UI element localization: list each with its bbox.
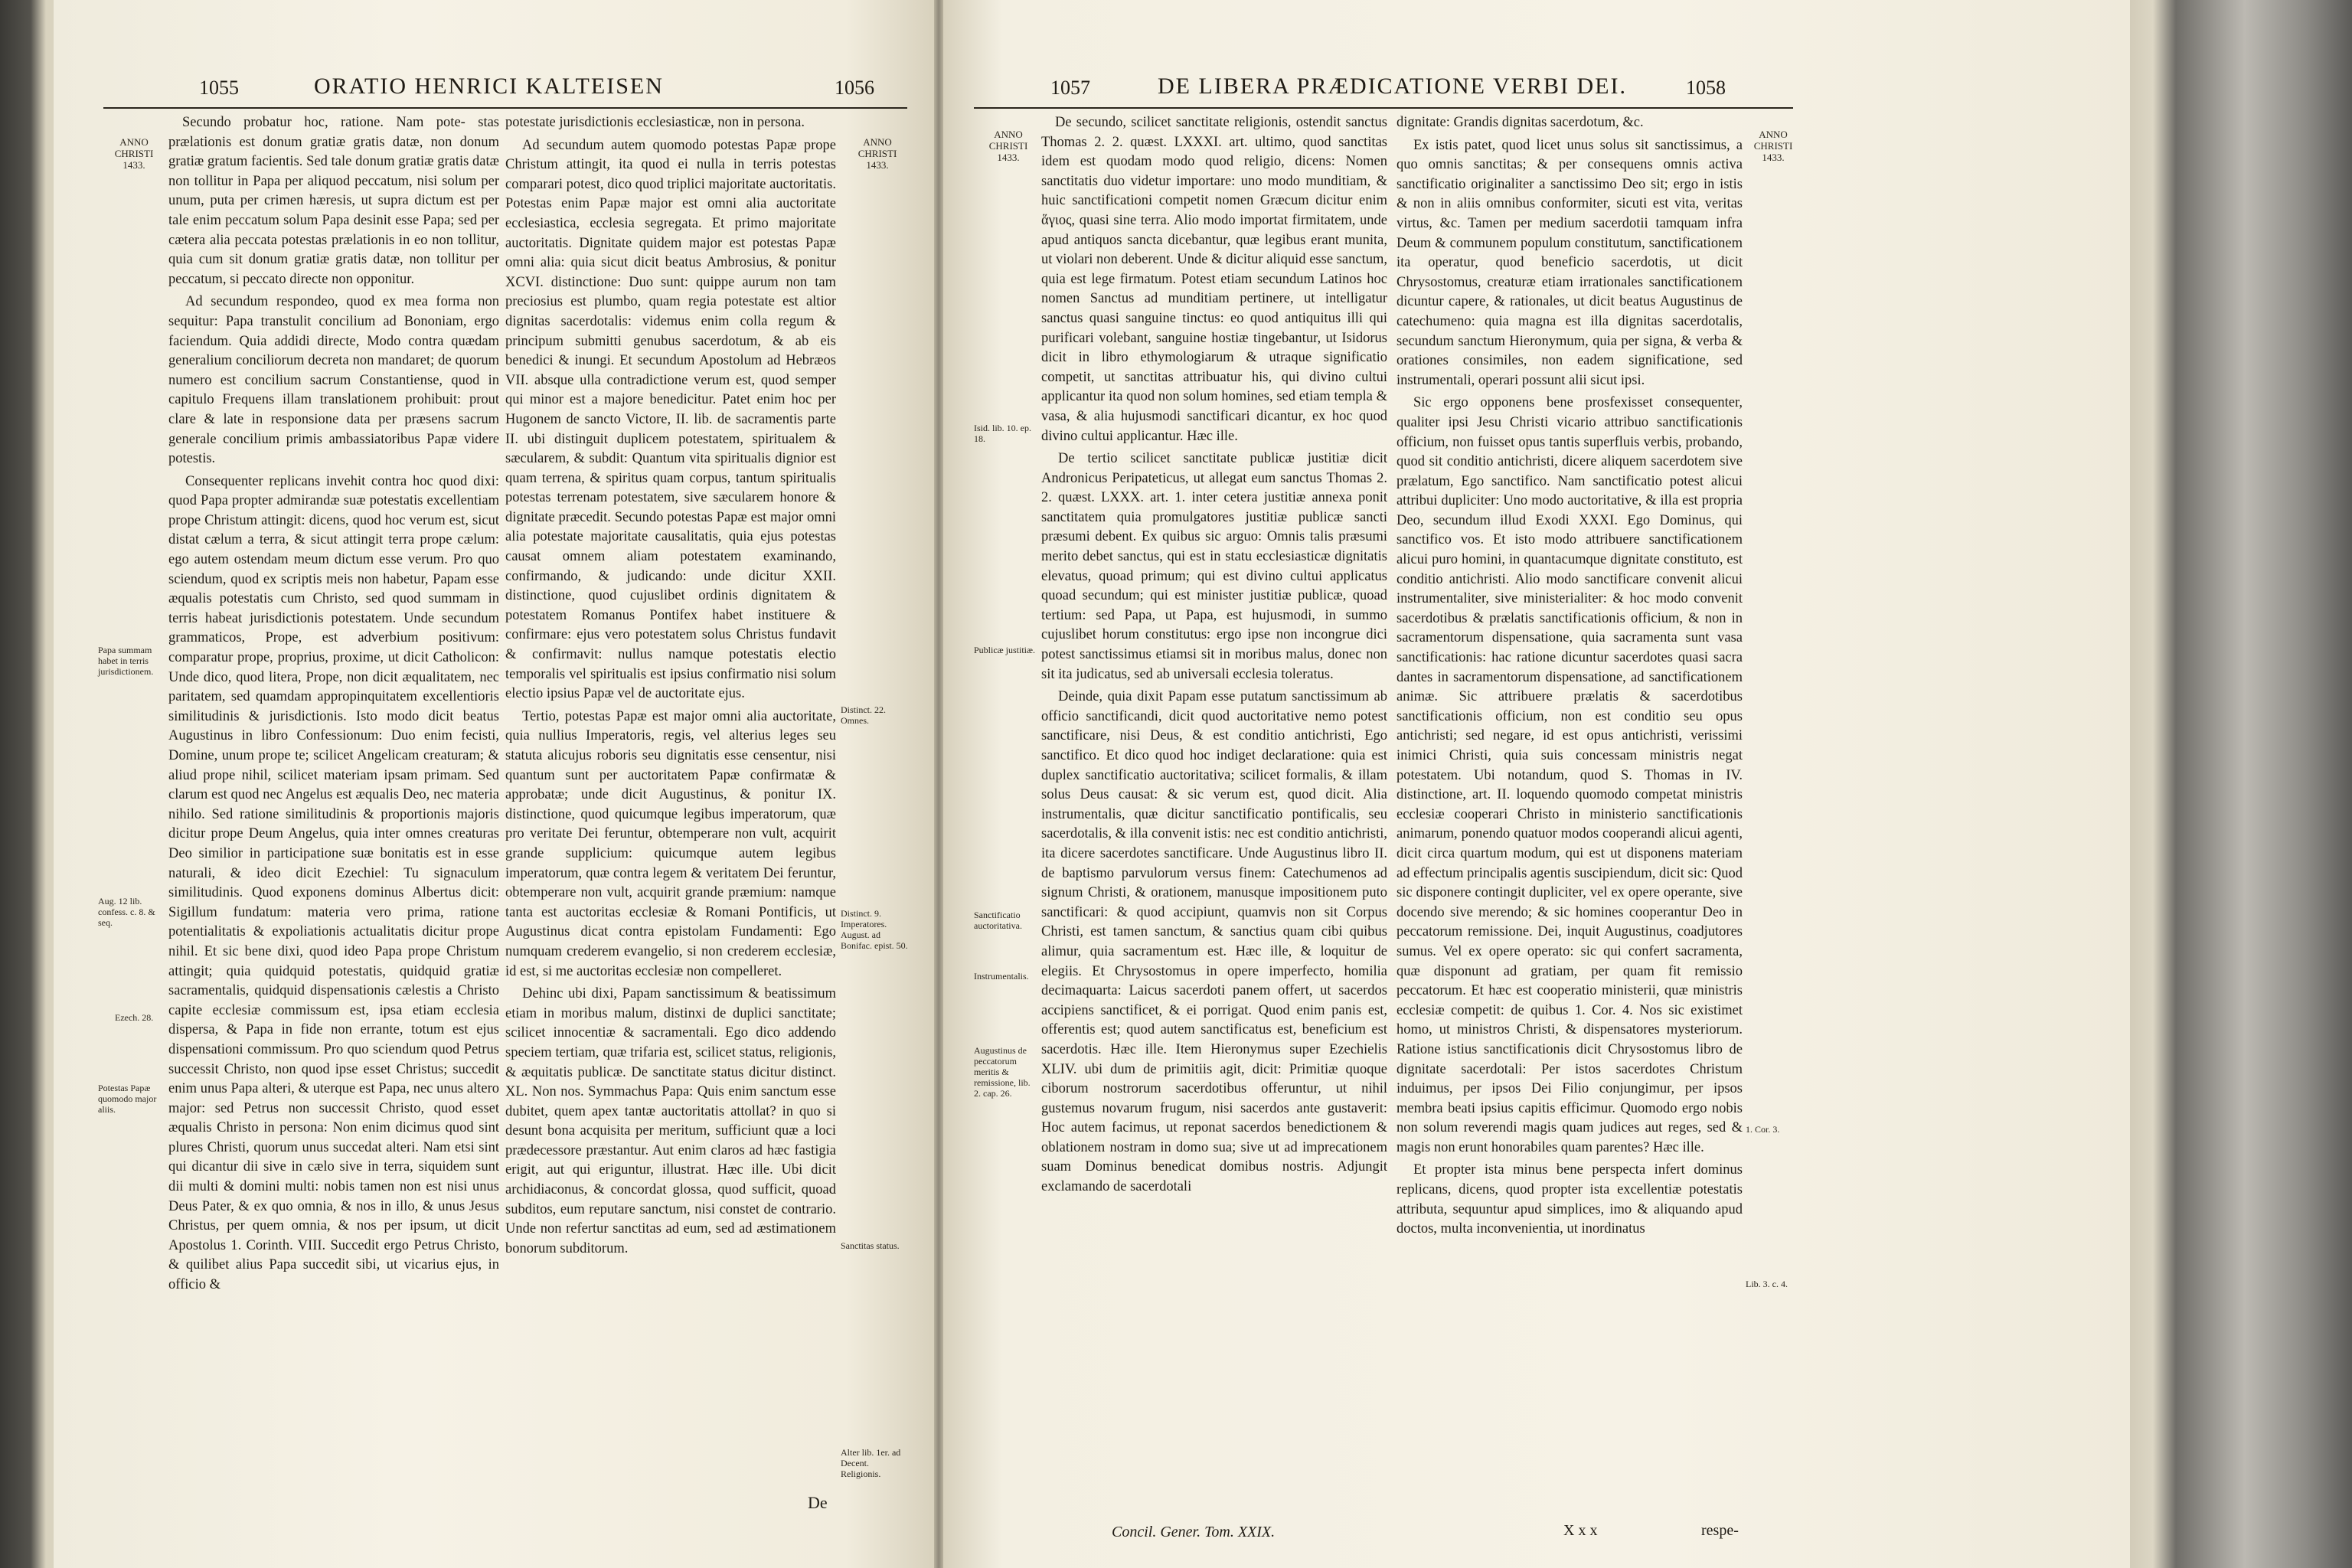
left-page-column-1 — [168, 113, 499, 1491]
year-note-year: 1433. — [866, 159, 889, 171]
margin-note-ezech: Ezech. 28. — [115, 1012, 154, 1023]
header-rule-right — [974, 107, 1793, 109]
margin-note-cor: 1. Cor. 3. — [1746, 1124, 1780, 1135]
page-number-1057: 1057 — [1050, 77, 1090, 99]
running-title-right: DE LIBERA PRÆDICATIONE VERBI DEI. — [1158, 74, 1627, 99]
year-note-year: 1433. — [997, 152, 1020, 163]
year-note-left — [107, 136, 161, 171]
left-page-column-2 — [505, 113, 836, 1491]
paragraph: Et propter ista minus bene perspecta infert dominus replicans, dicens, quod propter ista excellentiæ potestatis attributa, sequuntur apud simplices, imo & aliquando apud doctos, multa inconvenientia, ut inordinatus — [1396, 1162, 1743, 1237]
year-note-right-col2 — [1746, 129, 1801, 163]
year-note-year: 1433. — [122, 159, 145, 171]
page-number-1056: 1056 — [835, 77, 874, 99]
paragraph: Tertio, potestas Papæ est major omni alia auctoritate, quia nullius Imperatoris, regis, vel alterius leges seu statuta alicujus roboris seu dignitatis esse censentur, nisi quantum sunt per auctoritatem Papæ confirmatæ & approbatæ; unde dicit Augustinus, & ponitur IX. distinctione, quod quicumque legibus imperatorum, quæ pro veritate Dei feruntur, obtemperare non vult, acquirit grande supplicium: quicumque autem legibus imperatorum, quæ contra legem & veritatem Dei feruntur, obtemperare non vult, acquirit grande præmium: namque tanta est auctoritas ecclesiæ & Romani Pontificis, ut Augustinus dicat contra epistolam Fundamenti: Ego numquam crederem evangelio, si non crederem ecclesiæ, id est, si me auctoritas ecclesiæ non compelleret. — [505, 708, 836, 979]
year-note-label: ANNO CHRISTI — [988, 129, 1028, 152]
year-note-label: ANNO CHRISTI — [114, 136, 154, 159]
page-number-1058: 1058 — [1686, 77, 1726, 99]
paragraph: Ad secundum respondeo, quod ex mea forma non sequitur: Papa transtulit concilium ad Bononiam, ergo faciendum. Quia addidi directe, Modo contra quædam generalium conciliorum decreta non mandaret; de quorum numero est concilium sacrum Constantiense, quod in capitulo Frequens illam translationem prohibuit: prout clare & late in responsione data per præsens sacrum generale concilium primis ambassiatoribus Papæ videre potestis. — [168, 294, 499, 467]
catchword-left: De — [808, 1493, 828, 1512]
margin-note-potestas-papae: Potestas Papæ quomodo major aliis. — [98, 1083, 157, 1115]
year-note-year: 1433. — [1762, 152, 1785, 163]
margin-note-isid: Isid. lib. 10. ep. 18. — [974, 423, 1031, 444]
margin-note-publicae: Publicæ justitiæ. — [974, 645, 1036, 655]
header-rule-left — [103, 107, 907, 109]
margin-note-augustinus: Augustinus de peccatorum meritis & remissione, lib. 2. cap. 26. — [974, 1045, 1031, 1099]
margin-note-papa-summam: Papa summam habet in terris jurisdictionem. — [98, 645, 154, 677]
left-page — [54, 0, 934, 1568]
paragraph: Secundo probatur hoc, ratione. Nam pote- stas prælationis est donum gratiæ gratis datæ, non donum gratiæ gratum facientis. Sed tale donum gratiæ gratis datæ non tollitur in Papa per aliquod peccatum, nisi solum per unum, puta per crimen hæresis, ut supra dictum est per tale enim peccatum solum Papa desinit esse Papa; sed per cætera alia peccata potestas prælationis in eo non tollitur, quia cum sit donum gratiæ gratis datæ, non tollitur per peccatum, si peccato directe non opponitur. — [168, 115, 499, 287]
margin-note-dist-omnes: Distinct. 22. Omnes. — [841, 704, 886, 726]
signature-mark: X x x — [1563, 1522, 1598, 1539]
book-gutter — [934, 0, 943, 1568]
paragraph: Deinde, quia dixit Papam esse putatum sanctissimum ab officio sanctificandi, dicit quod auctoritative nemo potest sanctificare, nisi Deus, & est conditio antichristi, Ego sanctifico. Et dico quod hoc indiget declaratione: quia est duplex sanctificatio auctoritativa; scilicet formalis, & illam solus Deus causat: & sic verum est, quod dicit. Alia instrumentalis, quæ dicitur sanctificatio pontificalis, seu sacerdotalis, & illa convenit istis: nec est conditio antichristi, ita dicere sacerdotes sanctificare. Unde Augustinus libro II. de baptismo parvulorum versus finem: Catechumenos ad signum Christi, & orationem, manusque impositionem puto sanctificari: & quod accipiunt, quamvis non sit Corpus Christi, est tamen sanctum, & sanctius quam cibi quibus alimur, quia sacramentum est. Hæc ille, & loquitur de elegiis. Et Chrysostomus in opere imperfecto, homilia decimaquarta: Laicus sacerdoti panem offert, ut sacerdos accipiens sanctificet, & ei porrigat. Quod enim panis est, offerentis est; quod autem sanctificatus est, beneficium est sacerdotis. Hæc ille. Item Hieronymus super Ezechielis XLIV. ubi dum de primitiis agit, dicit: Primitiæ quoque ciborum nostrorum sacerdotibus offeruntur, ut nihil gustemus novarum frugum, nisi sacerdos ante gustaverit: Hoc autem facimus, ut reponat sacerdos benedictionem & oblationem nostram in domo sua; sive ut ad imprecationem suam Dominus benedicat domibus nostris. Adjungit exclamando de sacerdotali — [1041, 689, 1387, 1195]
running-title-left: ORATIO HENRICI KALTEISEN — [314, 74, 664, 99]
margin-note-instrumentalis: Instrumentalis. — [974, 971, 1029, 982]
margin-note-dist-imper: Distinct. 9. Imperatores. August. ad Bonifac. epist. 50. — [841, 908, 908, 951]
year-note-label: ANNO CHRISTI — [1753, 129, 1793, 152]
margin-note-sanctificatio: Sanctificatio auctoritativa. — [974, 910, 1022, 931]
right-page-column-1 — [1041, 113, 1387, 1491]
paragraph: Ad secundum autem quomodo potestas Papæ prope Christum attingit, ita quod ei nulla in terris potestas comparari potest, dico quod triplici majoritate auctoritatis. Potestas enim Papæ major est omni alia auctoritate ecclesiastica, ecclesia segregata. Et primo majoritate auctoritatis. Dignitate quidem major est potestas Papæ omni alia: quia sicut dicit beatus Ambrosius, & ponitur XCVI. distinctione: Duo sunt: quippe aurum non tam preciosius est plumbo, quam regia potestate est altior dignitas sacerdotalis: videmus enim colla regum & principum submitti genubus sacerdotum, & ab eis benedici & inungi. Et secundum Apostolum ad Hebræos VII. absque ulla contradictione verum est, quod semper qui minor est a majore benedicitur. Patet enim hoc per Hugonem de sancto Victore, II. lib. de sacramentis parte II. ubi distinguit duplicem potestatem, spiritualem & sæcularem, & subdit: Quantum vita spiritualis dignior est quam terrena, & spiritus quam corpus, tantum spiritualis potestas terrenam potestatem, sive sæcularem honore & dignitate præcedit. Secundo potestas Papæ est major omni alia potestate majoritate causalitatis, quia ejus potestas causat omnem aliam potestatem examinando, confirmando, & judicando: unde dicitur XXII. distinctione, quod cujuslibet ordinis dignitatem & potestatem Romanus Pontifex habet instituere & confirmare: ejus vero potestatem solus Christus fundavit & confirmavit: nullus namque potestatis electio temporalis vel spiritualis est ipsius confirmatio nisi solum electio ipsius Papæ vel de auctoritate ejus. — [505, 137, 836, 702]
right-page — [943, 0, 2130, 1568]
margin-note-aug-conf: Aug. 12 lib. confess. c. 8. & seq. — [98, 896, 155, 928]
paragraph: Sic ergo opponens bene prosfexisset consequenter, qualiter ipsi Jesu Christi vicario attribuo sanctificationis officium, non fuisset opus tantis superfluis verbis, probando, quod sit conditio antichristi, dicere aliquem sacerdotem sive prælatum, Ego sanctifico. Nam sanctificatio potest alicui attribui dupliciter: Uno modo auctoritative, & illa est propria Deo, secundum illud Exodi XXXI. Ego Dominus, qui sanctifico vos. Et isto modo attribuere sanctificationem alicui puro homini, in quantacumque dignitate constituto, est conditio antichristi. Alio modo sanctificare convenit alicui instrumentaliter, sive ministerialiter: & hoc modo convenit sacerdotibus & prælatis sanctificationis officium, & non in sacramentorum dispensatione, quia sacramenta sunt vasa sanctificationis: hac ratione dicuntur sacerdotes quasi sacra dantes in sacramentorum dispensatione, ad sanctificationem animæ. Sic attribuere prælatis & sacerdotibus sanctificationis officium, non est conditio seu opus antichristi; sed negare, id est opus antichristi, verissimi inimici Christi, quia suis concessam ministris negat potestatem. Ubi notandum, quod S. Thomas in IV. distinctione, art. II. loquendo quomodo competat ministris ecclesiæ cooperari Christo in ministerio sanctificationis animarum, ponendo quatuor modos cooperandi alicui agenti, dicit circa quartum modum, qui est ut disponens materiam ad effectum principalis agentis suscipiendum, dicit sic: Quod sic disponere contingit dupliciter, vel ex opere operante, sive docendo sive merendo; & sic homines cooperantur Deo in peccatorum remissione. Dei, inquit Augustinus, coadjutores sumus. Vel ex opere operato: sic qui confert sacramenta, quæ disponunt ad gratiam, per quam fit remissio peccatorum. Et hæc est cooperatio ministerii, quæ ministris ecclesiæ competit: de quibus 1. Cor. 4. Nos sic existimet homo, ut ministros Christi, & dispensatores mysteriorum. Ratione istius sanctificationis dicit Chrysostomus libro de dignitate sacerdotali: Per istos sacerdotes Christum induimus, per ipsos Dei Filio conjungimur, per ipsos membra beati ipsius capitis efficimur. Quomodo ergo nobis non solum reverendi magis quam judices aut reges, sed & magis non erunt honorabiles quam parentes? Hæc ille. — [1396, 395, 1743, 1155]
year-note-label: ANNO CHRISTI — [858, 136, 897, 159]
page-number-1055: 1055 — [199, 77, 239, 99]
year-note-left-col2 — [850, 136, 905, 171]
margin-note-alter-lib: Alter lib. 1er. ad Decent. Religionis. — [841, 1447, 901, 1479]
year-note-right — [982, 129, 1035, 163]
margin-note-lib3: Lib. 3. c. 4. — [1746, 1279, 1788, 1289]
paragraph: Ex istis patet, quod licet unus solus sit sanctissimus, a quo omnis sanctitas; & per consequens omnis activa sanctificatio originaliter a sanctissimo Deo sit; ergo in istis & non in aliis omnibus conformiter, sicuti est vita, veritas virtus, &c. Tamen per medium sacerdotii tamquam infra Deum & communem populum constitutum, sanctificationem ita operatur, quod beneficio sacerdotis, ut dicit Chrysostomus, creaturæ etiam irrationales sanctificationem dicuntur capere, & rationales, ut dicit beatus Augustinus de catechumeno: quia magna est illa dignitas sacerdotalis, secundum sanctum Hieronymum, quia per signa, & verba & orationes consimiles, non eadem significatione, sed instrumentali, operari possunt alii sicut ipsi. — [1396, 137, 1743, 388]
book-edge — [2107, 0, 2352, 1568]
footer-concil: Concil. Gener. Tom. XXIX. — [1112, 1524, 1276, 1540]
paragraph: potestate jurisdictionis ecclesiasticæ, non in persona. — [505, 115, 805, 130]
right-page-column-2 — [1396, 113, 1743, 1491]
paragraph: De tertio scilicet sanctitate publicæ justitiæ dicit Andronicus Peripateticus, ut allegat eum sanctus Thomas 2. 2. quæst. LXXX. art. 1. inter cetera justitiæ annexa ponit sanctitatem quia promulgatores justitiæ publicæ sancti præsumi debent. Ex quibus sic arguo: Omnis talis præsumi merito debet sanctus, qui est in statu ecclesiasticæ dignitatis elevatus, quoad primum; qui est divino cultui applicatus quoad secundum; qui est minister justitiæ publicæ, quoad tertium: sed Papa, ut Papa, est hujusmodi, in summo cujuslibet horum constitutus: ergo ipse non incongrue dici potest sanctissimus etiamsi sit in moribus malus, donec non sit ita judicatus, sed ab universali ecclesia toleratus. — [1041, 451, 1387, 682]
paragraph: Dehinc ubi dixi, Papam sanctissimum & beatissimum etiam in moribus malum, distinxi de duplici sanctitate; scilicet innocentiæ & sacramentali. Ego dico addendo speciem tertiam, quæ trifaria est, scilicet status, religionis, & æquitatis publicæ. De sanctitate status dicitur distinct. XL. Non nos. Symmachus Papa: Quis enim sanctum esse dubitet, quem apex tantæ auctoritatis attollat? in quo si desunt bona acquisita per meritum, sufficiunt quæ a loci prædecessore præstantur. Aut enim claros ad hæc fastigia erigit, aut qui eriguntur, illustrat. Hæc ille. Ubi dicit archidiaconus, & concordat glossa, quod sufficit, quoad subditos, eum reputare sanctum, nisi constet de contrario. Unde non refertur sanctitas ad eum, sed ad æstimationem bonorum subditorum. — [505, 986, 836, 1256]
paragraph: dignitate: Grandis dignitas sacerdotum, &c. — [1396, 115, 1644, 130]
catchword-right: respe- — [1701, 1522, 1739, 1539]
margin-note-sanctitas-status: Sanctitas status. — [841, 1240, 900, 1251]
paragraph: Consequenter replicans invehit contra hoc quod dixi: quod Papa propter admirandæ suæ potestatis excellentiam prope Christum attingit: dicens, quod hoc verum est, sicut distat cælum a terra, & sicut attingit terra prope cælum: ego autem ostendam meum dictum esse verum. Pro quo sciendum, quod ex scriptis meis non habetur, Papam esse æqualis potestatis cum Christo, sed quod summam in terris habeat jurisdictionis potestatem. Unde secundum grammaticos, Prope, est adverbium positivum: comparatur prope, proprius, proxime, ut dicit Catholicon: Unde dico, quod litera, Prope, non dicit æqualitatem, nec paritatem, sed quamdam appropinquitatem excellentioris similitudinis & jurisdictionis. Isto modo dicit beatus Augustinus in libro Confessionum: Duo enim fecisti, Domine, unum prope te; scilicet Angelicam creaturam; & aliud prope nihil, scilicet materiam ipsam primam. Sed clarum est quod nec Angelus est æqualis Deo, nec materia nihilo. Sed ratione similitudinis & proportionis majoris dicitur prope Deum Angelus, quia inter omnes creaturas Deo similior in participatione suæ bonitatis est in esse naturali, & ideo dicit Ezechiel: Tu signaculum similitudinis. Quod exponens dominus Albertus dicit: Sigillum fundatum: materia vero prima, ratione potentialitatis & expoliationis actualitatis dicitur prope nihil. Et sic bene dixi, quod ideo Papa prope Christum attingit; quia quidquid potestatis, quidquid gratiæ sacramentalis, quidquid dispensationis cælestis a Christo capite ecclesiæ commissum est, ipsa etiam ecclesia dispersa, & Papa in fide non errante, totum est ejus dispensationi commissum. Pro quo sciendum quod Petrus successit Christo, non quod ipse esset Christus; succedit enim unus Papa alteri, & uterque est Papa, nec unus altero major: sed Petrus non successit Christo, quod esset æqualis Christo in persona: Non enim dicimus quod sint plures Christi, quorum unus succedat alteri. Nam etsi sint qui dicantur dii sive in cælo sive in terra, siquidem sunt dii multi & domini multi: nobis tamen non est nisi unus Deus Pater, & ex quo omnia, & nos in illo, & unus Jesus Christus, per quem omnia, & nos per ipsum, ut dicit Apostolus 1. Corinth. VIII. Succedit ergo Petrus Christo, & quilibet alius Papa succedit sibi, ut vicarius ejus, in officio & — [168, 473, 499, 1293]
paragraph: De secundo, scilicet sanctitate religionis, ostendit sanctus Thomas 2. 2. quæst. LXXXI. art. ultimo, quod sanctitas idem est quodam modo quod religio, dicens: Nomen sanctitatis duo videtur importare: uno modo munditiam, & huic sanctificationi competit nomen Græcum dicitur enim ἅγιος, quasi sine terra. Alio modo importat firmitatem, unde apud antiquos sancta dicebantur, quæ legibus erant munita, ut violari non deberent. Unde & dicitur aliquid esse sanctum, quia est lege firmatum. Potest etiam secundum Latinos hoc nomen Sanctus ad munditiam pertinere, ut intelligatur sanctus quasi sanguine tinctus: eo quod antiquitus illi qui purificari volebant, sanguine hostiæ tingebantur, ut Isidorus dicit in libro ethymologiarum & utraque significatio competit, ut sanctitas attribuatur his, qui divino cultui applicantur ita quod non solum homines, sed etiam templa & vasa, & alia hujusmodi sanctificari dicantur, ex hoc quod divino cultui applicantur. Hæc ille. — [1041, 115, 1387, 444]
